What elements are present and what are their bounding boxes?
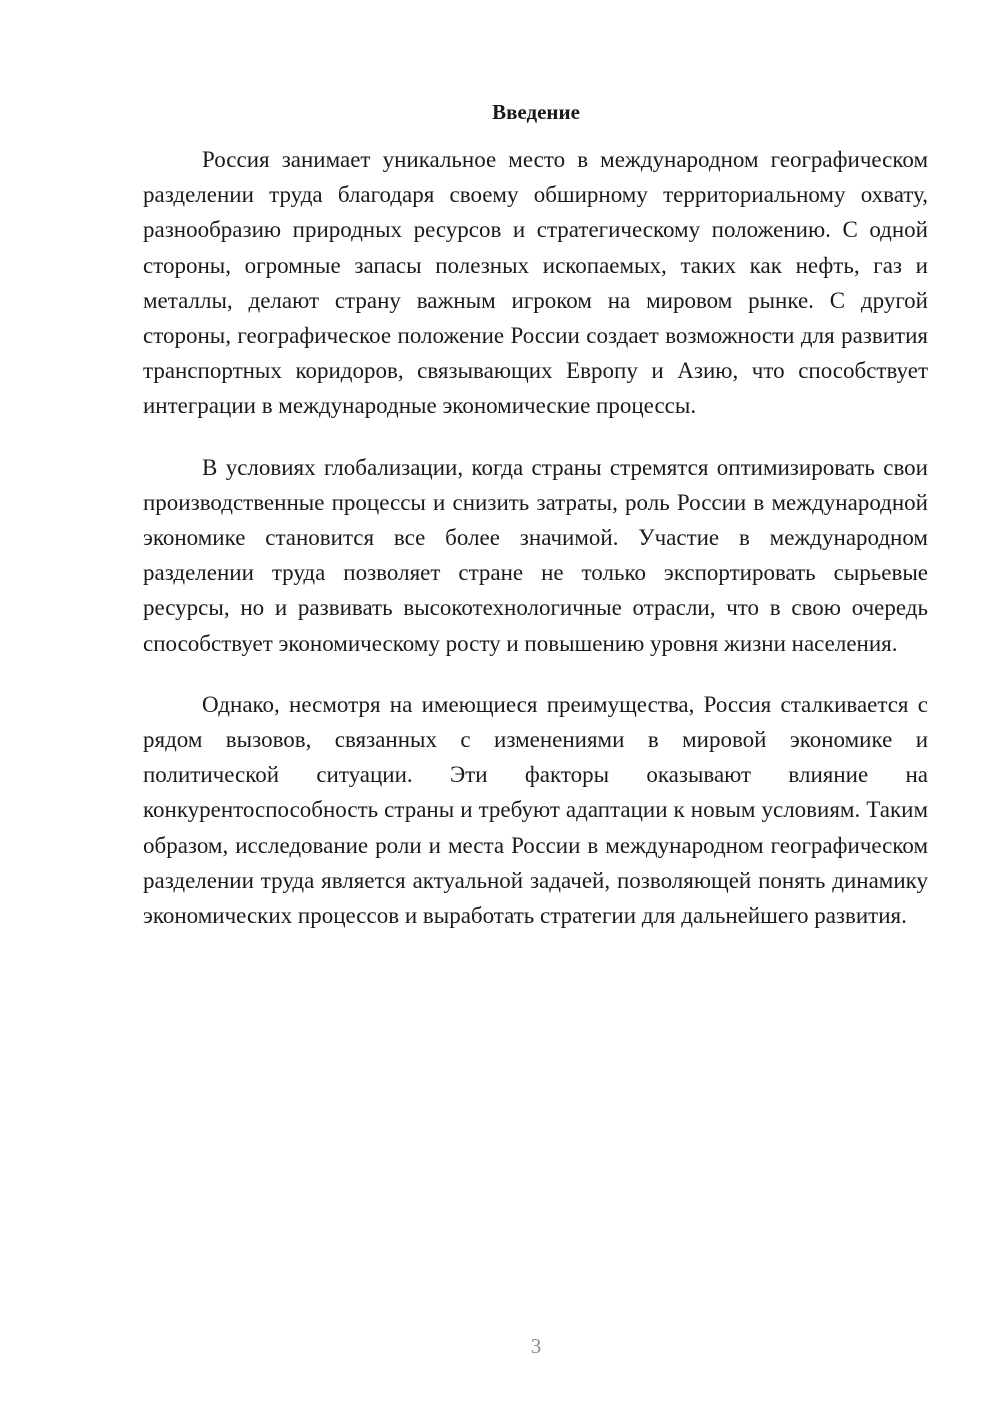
- section-title: Введение: [492, 100, 580, 124]
- paragraph: Россия занимает уникальное место в международном географическом разделении труда благодаря своему обширному территориальному охвату, разнообразию природных ресурсов и стратегическому положению. С одной стороны, огромные запасы полезных ископаемых, таких как нефть, газ и металлы, делают страну важным игроком на мировом рынке. С другой стороны, географическое положение России создает возможности для развития транспортных коридоров, связывающих Европу и Азию, что способствует интеграции в международные экономические процессы.: [143, 147, 928, 419]
- paragraph: Однако, несмотря на имеющиеся преимущества, Россия сталкивается с рядом вызовов, связанных с изменениями в мировой экономике и политической ситуации. Эти факторы оказывают влияние на конкурентоспособность страны и требуют адаптации к новым условиям. Таким образом, исследование роли и места России в международном географическом разделении труда является актуальной задачей, позволяющей понять динамику экономических процессов и выработать стратегии для дальнейшего развития.: [143, 691, 928, 929]
- paragraph: В условиях глобализации, когда страны стремятся оптимизировать свои производственные процессы и снизить затраты, роль России в международной экономике становится все более значимой. Участие в международном разделении труда позволяет стране не только экспортировать сырьевые ресурсы, но и развивать высокотехнологичные отрасли, что в свою очередь способствует экономическому росту и повышению уровня жизни населения.: [143, 454, 928, 656]
- body-text: [143, 142, 928, 959]
- page-number: 3: [530, 1334, 542, 1358]
